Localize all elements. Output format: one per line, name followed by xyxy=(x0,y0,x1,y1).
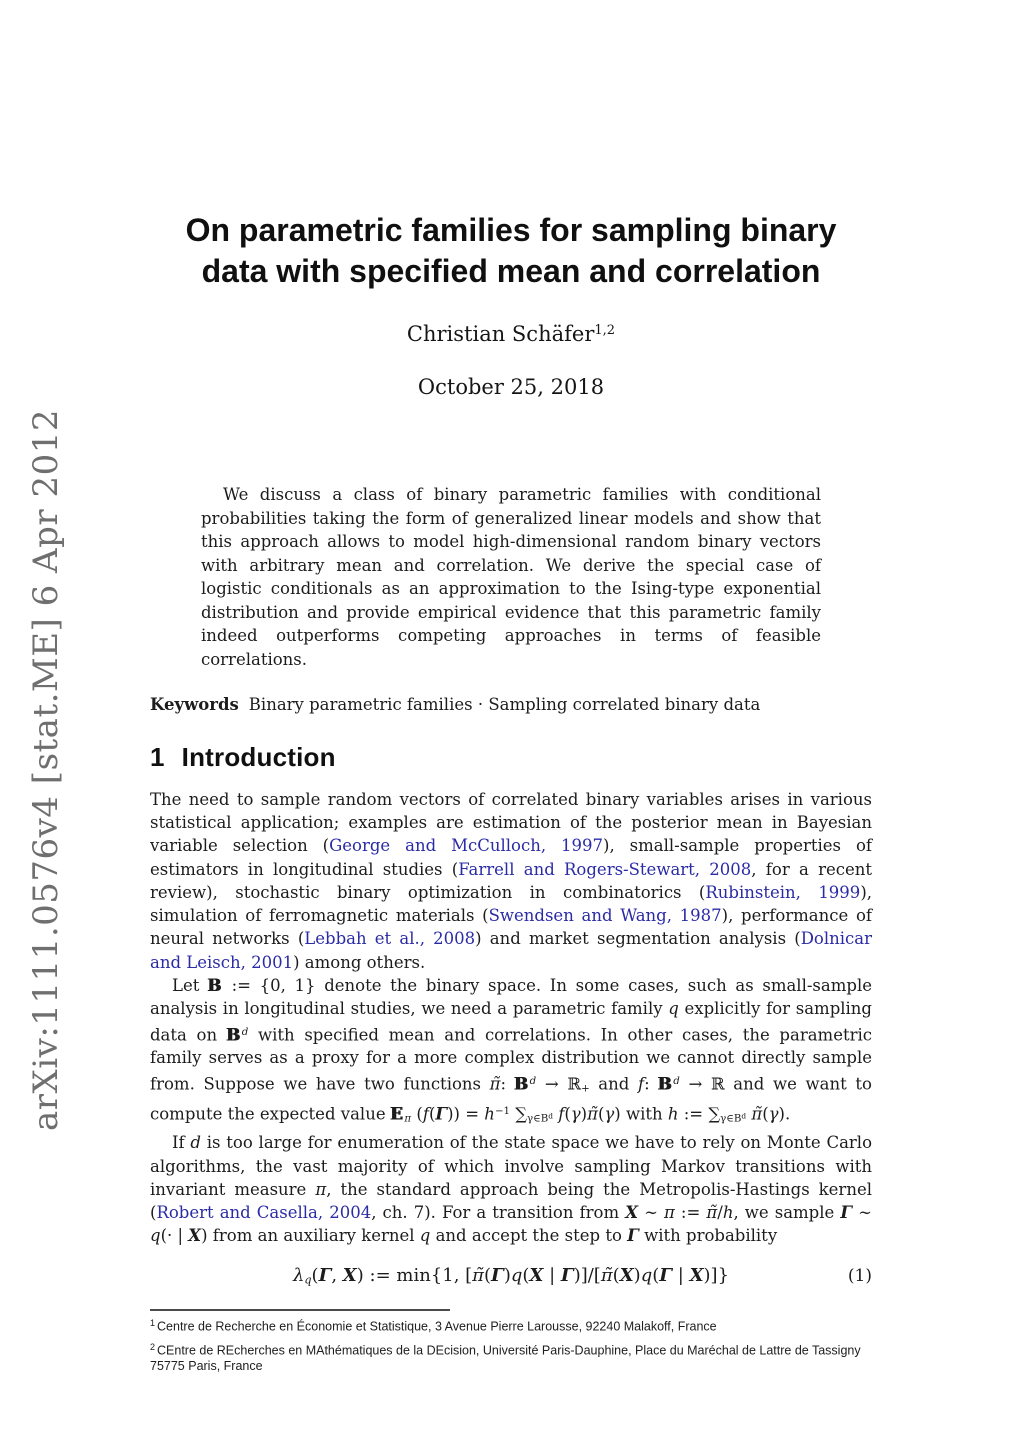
text-segment: ) xyxy=(503,1264,511,1286)
text-segment: ( xyxy=(597,1104,605,1124)
text-segment: and xyxy=(589,1073,638,1093)
text-segment: | xyxy=(543,1264,561,1286)
text-segment: If xyxy=(172,1133,191,1153)
footnote-2 xyxy=(150,1340,872,1375)
text-segment: := {0, 1} denote the binary space. In some cases, such as small-sample analysis in longitudinal studies, we need a parametric family xyxy=(150,976,872,1019)
text-segment: π̃ xyxy=(751,1104,763,1124)
text-segment: ) xyxy=(633,1264,641,1286)
text-segment: , the standard approach being the Metropolis-Hastings kernel ( xyxy=(150,1179,872,1223)
section-number: 1 xyxy=(150,741,165,772)
text-segment: d xyxy=(548,1111,553,1121)
text-segment: π̃ xyxy=(472,1264,485,1286)
citation-link[interactable]: Rubinstein, 1999 xyxy=(705,882,861,902)
text-segment: with specified mean and correlations. In other cases, the parametric family serves as a proxy for a more complex distribution we cannot directly sample from. Suppose we have two functions xyxy=(150,1024,873,1093)
text-segment: π xyxy=(664,1203,675,1223)
text-segment: h xyxy=(484,1104,495,1124)
text-segment: ∼ xyxy=(852,1203,872,1223)
text-segment: ( xyxy=(311,1264,319,1286)
text-segment: := xyxy=(674,1203,707,1223)
text-segment: q xyxy=(640,1264,653,1286)
text-segment: ) := min{1, [ xyxy=(356,1264,473,1286)
text-segment: Γ xyxy=(659,1264,673,1286)
text-segment: ( xyxy=(411,1104,423,1124)
text-segment: B xyxy=(226,1024,242,1044)
text-segment: d xyxy=(190,1133,201,1153)
text-segment: | xyxy=(672,1264,690,1286)
text-segment: X xyxy=(619,1264,634,1286)
footnote-2-text: CEntre de REcherches en MAthématiques de la DEcision, Université Paris-Dauphine, Place du Maréchal de Lattre de Tassigny 75775 Paris, France xyxy=(150,1343,861,1374)
text-segment: f xyxy=(558,1104,565,1124)
text-segment: (· | xyxy=(160,1226,189,1246)
text-segment: π̃ xyxy=(600,1264,613,1286)
text-segment: Γ xyxy=(840,1203,853,1223)
text-segment: / xyxy=(717,1203,723,1223)
text-segment: Let xyxy=(172,976,209,996)
text-segment: π̃ xyxy=(587,1104,598,1124)
text-segment: B xyxy=(208,976,223,996)
text-segment: π̃ xyxy=(489,1073,501,1093)
text-segment: X xyxy=(625,1203,639,1223)
text-segment: , ch. 7). For a transition from xyxy=(371,1203,626,1223)
section-title: Introduction xyxy=(181,741,336,772)
author-footnote-marks: 1,2 xyxy=(594,322,616,338)
text-segment: q xyxy=(510,1264,523,1286)
text-segment: f xyxy=(637,1073,645,1093)
text-segment: E xyxy=(390,1104,405,1124)
text-segment: q xyxy=(419,1226,431,1246)
paper-title-line1: On parametric families for sampling binary xyxy=(185,212,837,248)
equation-1-row xyxy=(150,1263,872,1293)
text-segment: ( xyxy=(612,1264,620,1286)
intro-paragraph-1 xyxy=(150,788,872,974)
text-segment: → ℝ xyxy=(536,1073,582,1093)
text-segment: f xyxy=(422,1104,429,1124)
citation-link[interactable]: George and McCulloch, 1997 xyxy=(329,836,604,856)
text-segment: π xyxy=(315,1179,327,1199)
paper-date: October 25, 2018 xyxy=(417,374,605,399)
text-segment: ), simulation of ferromagnetic materials ( xyxy=(150,882,872,926)
text-segment: ), small-sample properties of estimators in longitudinal studies ( xyxy=(150,836,872,879)
keywords-label: Keywords xyxy=(150,694,239,714)
text-segment: , xyxy=(331,1264,343,1286)
text-segment: ). xyxy=(778,1104,791,1124)
text-segment: )) = xyxy=(447,1104,485,1124)
text-segment: ∼ xyxy=(638,1203,664,1223)
paper-title xyxy=(161,210,861,292)
text-segment: q xyxy=(304,1273,312,1287)
paper-body xyxy=(150,0,872,1375)
text-segment: B xyxy=(514,1073,530,1093)
text-segment: ( xyxy=(652,1264,660,1286)
text-segment: : xyxy=(500,1073,515,1093)
footnote-1 xyxy=(150,1316,872,1335)
citation-link[interactable]: Farrell and Rogers-Stewart, 2008 xyxy=(458,859,752,879)
equation-1-number: (1) xyxy=(847,1265,872,1286)
text-segment: d xyxy=(673,1075,680,1087)
text-segment: γ xyxy=(768,1104,779,1124)
text-segment: and accept the step to xyxy=(430,1226,628,1246)
text-segment: → ℝ and we want to compute the expected value xyxy=(150,1073,872,1124)
text-segment: ) from an auxiliary kernel xyxy=(201,1226,420,1246)
text-segment: explicitly for sampling data on xyxy=(150,999,872,1044)
equation-1 xyxy=(293,1265,729,1286)
text-segment: ( xyxy=(484,1264,492,1286)
text-segment: ) with xyxy=(614,1104,668,1124)
text-segment: h xyxy=(722,1203,734,1223)
text-segment: := ∑ xyxy=(678,1104,721,1124)
text-segment: d xyxy=(741,1111,747,1121)
text-segment: π xyxy=(404,1113,412,1125)
citation-link[interactable]: Swendsen and Wang, 1987 xyxy=(488,906,722,926)
arxiv-watermark: arXiv:1111.0576v4 [stat.ME] 6 Apr 2012 xyxy=(26,409,66,1131)
intro-paragraph-2 xyxy=(150,974,872,1131)
citation-link[interactable]: Dolnicar and Leisch, 2001 xyxy=(150,929,872,972)
text-segment: λ xyxy=(292,1264,305,1286)
text-segment: Γ xyxy=(491,1264,504,1286)
footnote-rule xyxy=(150,1309,450,1311)
text-segment: )]/[ xyxy=(573,1264,601,1286)
keywords-line xyxy=(150,693,872,716)
text-segment: ( xyxy=(762,1104,769,1124)
text-segment: , for a recent review), stochastic binary optimization in combinatorics ( xyxy=(150,859,872,902)
text-segment: ( xyxy=(428,1104,436,1124)
text-segment: : xyxy=(644,1073,659,1093)
citation-link[interactable]: Lebbah et al., 2008 xyxy=(304,929,476,949)
text-segment: ) among others. xyxy=(293,952,426,972)
text-segment: q xyxy=(668,999,679,1019)
author-name: Christian Schäfer xyxy=(406,321,595,346)
text-segment: B xyxy=(658,1073,674,1093)
text-segment: ( xyxy=(564,1104,571,1124)
citation-link[interactable]: Robert and Casella, 2004 xyxy=(156,1203,372,1223)
text-segment: The need to sample random vectors of correlated binary variables arises in various statistical application; examples are estimation of the posterior mean in Bayesian variable selection ( xyxy=(150,789,872,856)
text-segment: with probability xyxy=(638,1226,778,1246)
text-segment: h xyxy=(667,1104,679,1124)
keywords-text: Binary parametric families · Sampling correlated binary data xyxy=(248,694,761,714)
text-segment: γ xyxy=(604,1104,615,1124)
text-segment: π̃ xyxy=(706,1203,718,1223)
text-segment: Γ xyxy=(435,1104,448,1124)
text-segment: γ∈B xyxy=(720,1113,742,1125)
text-segment: , we sample xyxy=(733,1203,841,1223)
section-heading-introduction xyxy=(150,742,872,773)
text-segment: ∑ xyxy=(510,1104,528,1124)
text-segment: d xyxy=(529,1075,537,1087)
text-segment: is too large for enumeration of the state space we have to rely on Monte Carlo algorithms, the vast majority of which involve sampling Markov transitions with invariant measure xyxy=(150,1133,872,1199)
text-segment: Γ xyxy=(560,1264,574,1286)
text-segment: ( xyxy=(522,1264,530,1286)
text-segment: γ∈B xyxy=(527,1113,549,1125)
paper-title-line2: data with specified mean and correlation xyxy=(201,252,821,289)
text-segment: −1 xyxy=(494,1106,511,1118)
text-segment: X xyxy=(529,1264,544,1286)
abstract-text: We discuss a class of binary parametric families with conditional probabilities taking the form of generalized linear models and show that this approach allows to model high-dimensional random binary vectors with arbitrary mean and correlation. We derive the special case of logistic conditionals as an approximation to the Ising-type exponential distribution and provide empirical evidence that this parametric family indeed outperforms competing approaches in terms of feasible correlations. xyxy=(201,484,821,670)
author-line xyxy=(150,322,872,346)
text-segment: d xyxy=(241,1026,249,1038)
text-segment: ) xyxy=(580,1104,588,1124)
text-segment: ), performance of neural networks ( xyxy=(150,906,872,949)
intro-paragraph-3 xyxy=(150,1131,872,1247)
text-segment: q xyxy=(150,1226,161,1246)
footnote-1-number: 1 xyxy=(150,1318,156,1329)
footnote-2-number: 2 xyxy=(150,1342,156,1353)
text-segment: ) and market segmentation analysis ( xyxy=(475,929,801,949)
text-segment: X xyxy=(689,1264,704,1286)
text-segment: X xyxy=(342,1264,357,1286)
text-segment: Γ xyxy=(318,1264,332,1286)
text-segment: )]} xyxy=(703,1264,730,1286)
text-segment: + xyxy=(581,1083,590,1095)
text-segment: X xyxy=(188,1226,202,1246)
text-segment: γ xyxy=(570,1104,581,1124)
text-segment: Γ xyxy=(627,1226,639,1246)
footnote-1-text: Centre de Recherche en Économie et Statistique, 3 Avenue Pierre Larousse, 92240 Malakoff, France xyxy=(157,1319,717,1334)
